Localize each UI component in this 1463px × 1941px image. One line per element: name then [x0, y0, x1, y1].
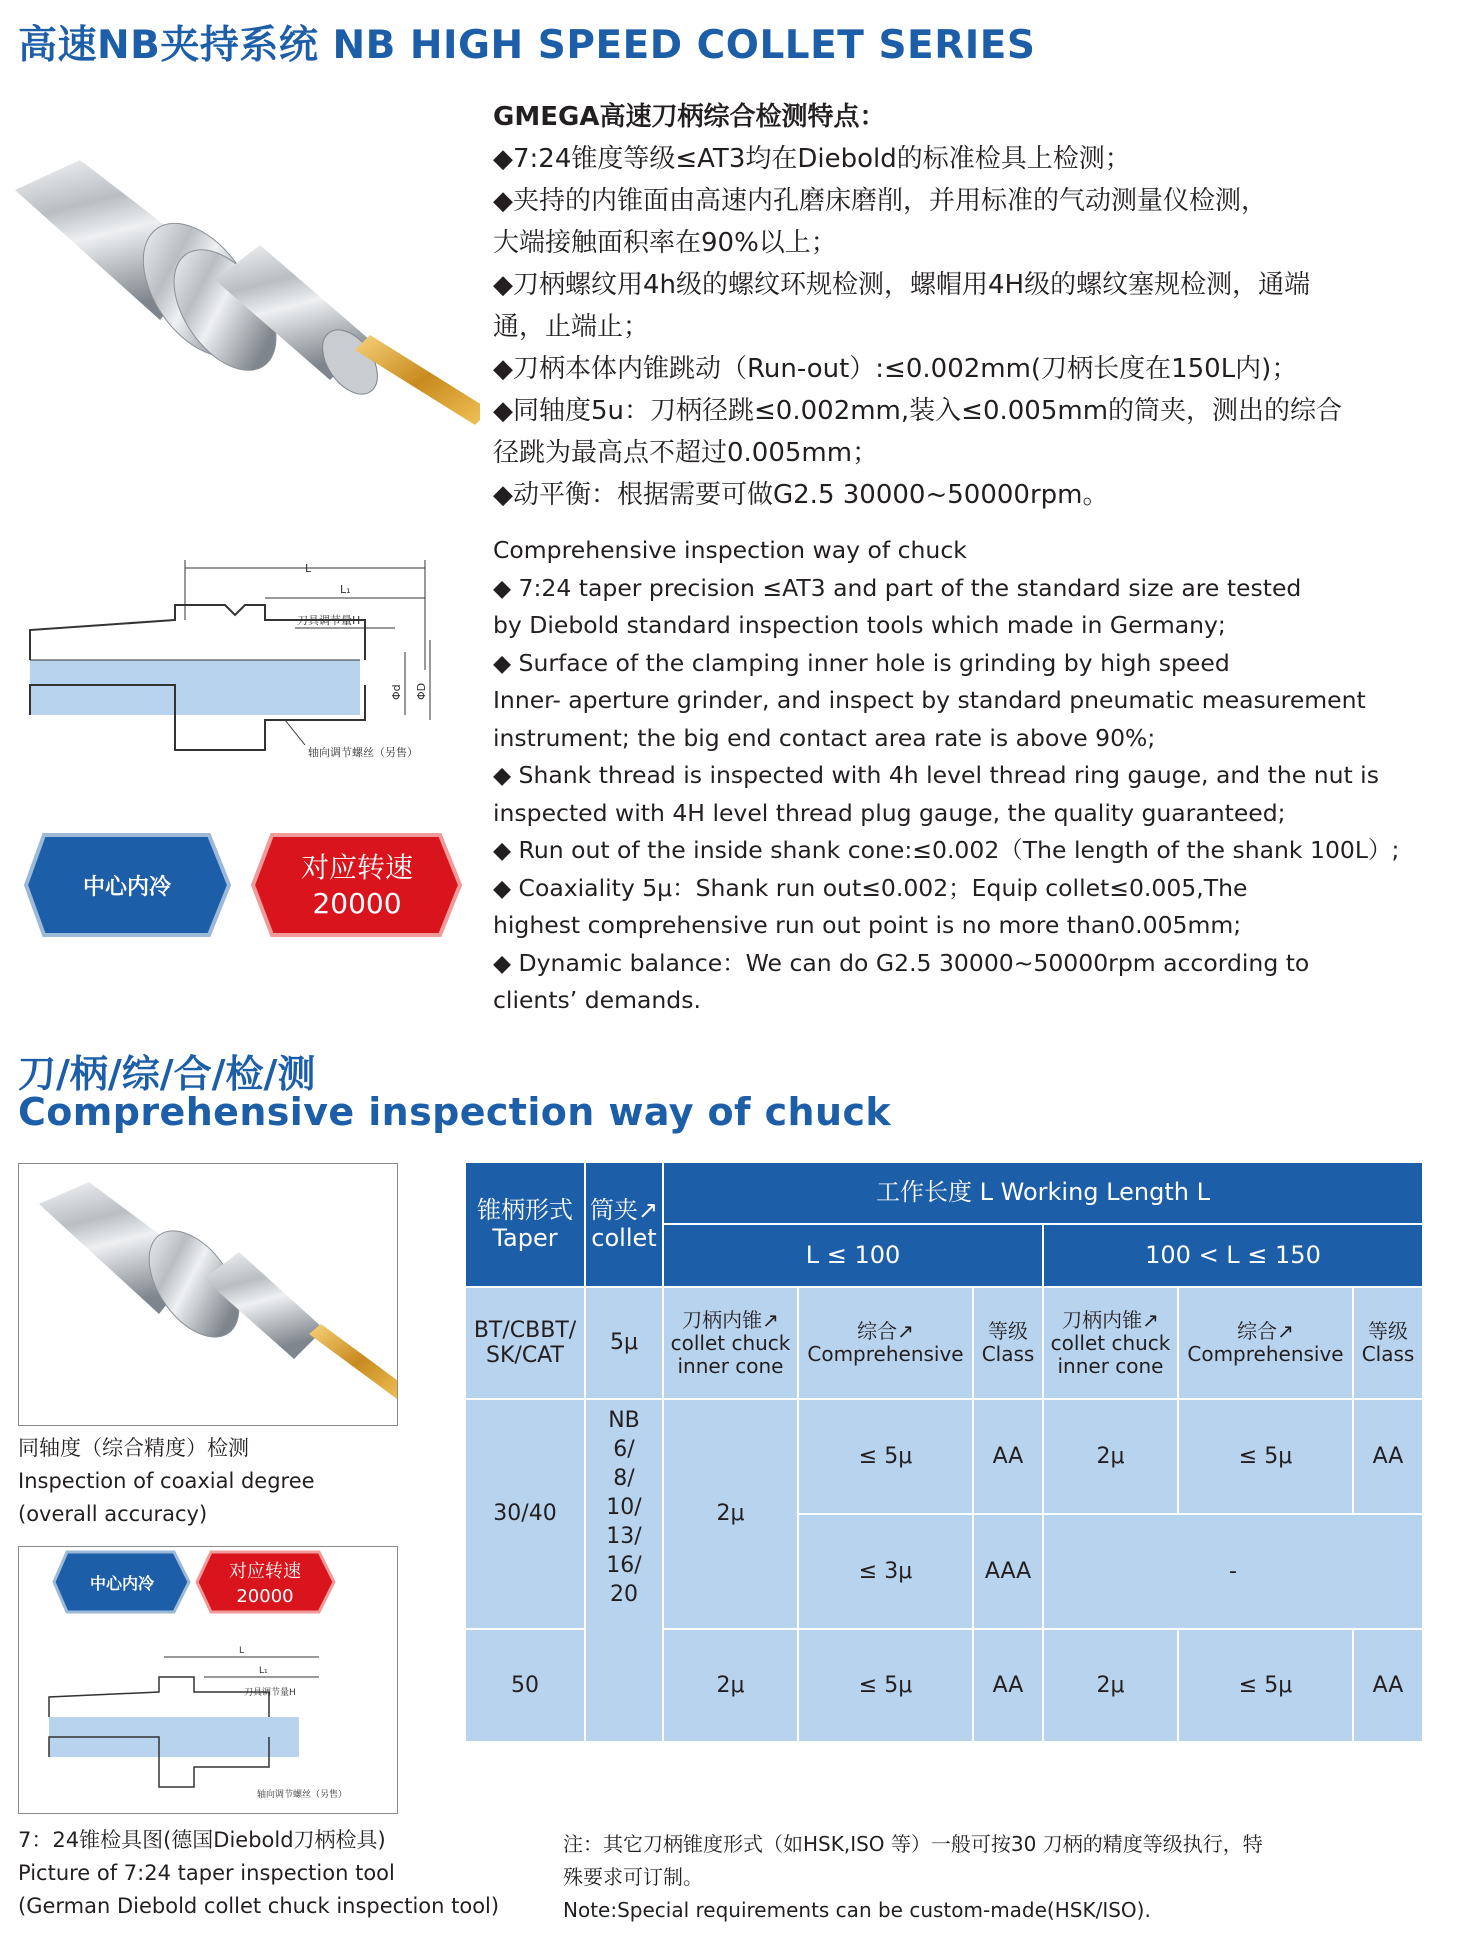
- diagram-label-phi-d: Φd: [390, 684, 403, 700]
- features-en-line: ◆ 7:24 taper precision ≤AT3 and part of the standard size are tested: [493, 573, 1302, 602]
- sub-inner-cn: 刀柄内锥↗: [1062, 1307, 1159, 1332]
- coolant-badge: [24, 830, 234, 940]
- sub-inner-en1: collet chuck: [1050, 1330, 1171, 1355]
- features-en-line: clients’ demands.: [493, 986, 701, 1014]
- small-speed-line1: 对应转速: [229, 1561, 301, 1582]
- caption-img2-line: 7：24锥检具图(德国Diebold刀柄检具): [18, 1828, 386, 1852]
- sub-inner-cn: 刀柄内锥↗: [682, 1307, 779, 1332]
- footnote-line: 注：其它刀柄锥度形式（如HSK,ISO 等）一般可按30 刀柄的精度等级执行，特: [563, 1832, 1263, 1856]
- row1-comp2: ≤ 5μ: [1179, 1400, 1354, 1515]
- sub-inner-en1: collet chuck: [670, 1330, 791, 1355]
- caption-img2: [18, 1824, 499, 1923]
- collet-size: 16/: [606, 1553, 642, 1579]
- features-cn-line: ◆刀柄螺纹用4h级的螺纹环规检测，螺帽用4H级的螺纹塞规检测，通端: [493, 270, 1311, 300]
- diagram-label-L: L: [305, 562, 312, 575]
- sub-class-cn: 等级: [1368, 1319, 1408, 1343]
- features-cn-line: ◆7:24锥度等级≤AT3均在Diebold的标准检具上检测；: [493, 144, 1131, 174]
- row1-class1: AA: [974, 1400, 1044, 1515]
- features-en-line: ◆ Run out of the inside shank cone:≤0.002（The length of the shank 100L）;: [493, 836, 1400, 864]
- page-title: 高速NB夹持系统 NB HIGH SPEED COLLET SERIES: [18, 23, 1036, 68]
- section-title-cn: 刀/柄/综/合/检/测: [18, 1052, 316, 1096]
- taper-30-40: 30/40: [466, 1400, 586, 1630]
- caption-img1-line: (overall accuracy): [18, 1502, 208, 1526]
- diagram-label-L1: L₁: [340, 583, 351, 596]
- features-cn-line: ◆同轴度5u：刀柄径跳≤0.002mm,装入≤0.005mm的筒夹，测出的综合: [493, 396, 1343, 426]
- sub-inner-1: [664, 1288, 799, 1400]
- caption-img1-line: Inspection of coaxial degree: [18, 1469, 315, 1493]
- caption-img2-line: Picture of 7:24 taper inspection tool: [18, 1861, 395, 1885]
- features-cn-line: 大端接触面积率在90%以上；: [493, 228, 837, 258]
- header-collet: [586, 1163, 664, 1288]
- speed-badge-line1: 对应转速: [300, 851, 414, 884]
- features-en-line: inspected with 4H level thread plug gauge, the quality guaranteed;: [493, 798, 1286, 827]
- row1-class2: AA: [1354, 1400, 1424, 1515]
- taper-50: 50: [466, 1630, 586, 1743]
- section-title-en: Comprehensive inspection way of chuck: [18, 1090, 892, 1134]
- collet-size: 13/: [606, 1524, 642, 1550]
- row1-comp1: ≤ 5μ: [799, 1400, 974, 1515]
- small-label-L: L: [239, 1646, 245, 1656]
- small-coolant-badge-label: 中心内冷: [89, 1574, 155, 1593]
- header-taper-en: Taper: [492, 1223, 558, 1252]
- row2-class1: AAA: [974, 1515, 1044, 1630]
- sub-inner-2: [1044, 1288, 1179, 1400]
- small-label-adjust: 刀具调节量H: [244, 1688, 296, 1698]
- row1-inner2: 2μ: [1044, 1400, 1179, 1515]
- collet-sizes: [586, 1400, 664, 1743]
- features-en-line: ◆ Dynamic balance：We can do G2.5 30000~50000rpm according to: [493, 948, 1310, 977]
- sub-class-en: Class: [1361, 1342, 1415, 1366]
- sub-class-1: [974, 1288, 1044, 1400]
- row3-comp1: ≤ 5μ: [799, 1630, 974, 1743]
- diagram-label-phi-D: ΦD: [415, 682, 428, 700]
- collet-size: 10/: [606, 1495, 642, 1521]
- sub-comp-en: Comprehensive: [1187, 1342, 1344, 1366]
- header-collet-cn: 筒夹↗: [589, 1195, 659, 1224]
- header-collet-en: collet: [591, 1223, 657, 1252]
- row3-inner2: 2μ: [1044, 1630, 1179, 1743]
- features-en-line: ◆ Surface of the clamping inner hole is grinding by high speed: [493, 648, 1230, 677]
- header-range-2: 100 < L ≤ 150: [1044, 1225, 1424, 1288]
- collet-grade: 5μ: [586, 1288, 664, 1400]
- sub-class-cn: 等级: [988, 1319, 1028, 1343]
- features-en-line: Comprehensive inspection way of chuck: [493, 536, 967, 564]
- features-cn-line: 通，止端止；: [493, 312, 650, 342]
- small-label-L1: L₁: [259, 1666, 268, 1676]
- features-cn-heading: GMEGA高速刀柄综合检测特点：: [493, 102, 886, 132]
- sub-inner-en2: inner cone: [1057, 1353, 1164, 1378]
- collet-size: 6/: [613, 1437, 635, 1463]
- taper-inspection-image: [18, 1546, 398, 1814]
- footnote-line: 殊要求可订制。: [563, 1865, 703, 1889]
- features-en-line: Inner- aperture grinder, and inspect by standard pneumatic measurement: [493, 686, 1366, 714]
- inspection-spec-table: [466, 1163, 1424, 1743]
- row2-dash: -: [1044, 1515, 1424, 1630]
- speed-badge-line2: 20000: [312, 887, 402, 920]
- header-working-length: 工作长度 L Working Length L: [664, 1163, 1424, 1225]
- features-cn-line: ◆动平衡：根据需要可做G2.5 30000~50000rpm。: [493, 480, 1109, 510]
- caption-img2-line: (German Diebold collet chuck inspection tool): [18, 1894, 500, 1918]
- features-en: [493, 532, 1443, 1020]
- sub-comp-2: [1179, 1288, 1354, 1400]
- row2-comp1: ≤ 3μ: [799, 1515, 974, 1630]
- features-en-line: highest comprehensive run out point is no more than0.005mm;: [493, 911, 1242, 939]
- features-cn-line: ◆夹持的内锥面由高速内孔磨床磨削，并用标准的气动测量仪检测，: [493, 186, 1267, 216]
- features-en-line: ◆ Coaxiality 5μ：Shank run out≤0.002；Equip collet≤0.005,The: [493, 873, 1248, 902]
- sub-class-en: Class: [981, 1342, 1035, 1366]
- tool-holder-image: [10, 150, 480, 450]
- row1-inner: 2μ: [664, 1400, 799, 1630]
- header-taper: [466, 1163, 586, 1288]
- coaxial-inspection-image: [18, 1163, 398, 1426]
- sub-comp-1: [799, 1288, 974, 1400]
- collet-size: 8/: [613, 1466, 635, 1492]
- features-cn: [493, 96, 1443, 516]
- row3-comp2: ≤ 5μ: [1179, 1630, 1354, 1743]
- features-en-line: ◆ Shank thread is inspected with 4h level thread ring gauge, and the nut is: [493, 761, 1379, 789]
- caption-img1-line: 同轴度（综合精度）检测: [18, 1436, 249, 1460]
- header-taper-cn: 锥柄形式: [477, 1195, 573, 1224]
- inspection-drawing-small: [19, 1547, 397, 1813]
- features-cn-line: 径跳为最高点不超过0.005mm；: [493, 438, 879, 468]
- footnote-line: Note:Special requirements can be custom-made(HSK/ISO).: [563, 1898, 1151, 1922]
- coolant-badge-label: 中心内冷: [82, 875, 172, 900]
- sub-comp-en: Comprehensive: [807, 1342, 964, 1366]
- diagram-label-adjust: 刀具调节量H: [297, 614, 361, 627]
- caption-img1: [18, 1432, 315, 1531]
- small-speed-line2: 20000: [236, 1586, 294, 1607]
- collet-size: NB: [608, 1408, 640, 1433]
- collet-size: 20: [610, 1582, 638, 1608]
- sub-comp-cn: 综合↗: [857, 1319, 914, 1343]
- header-range-1: L ≤ 100: [664, 1225, 1044, 1288]
- features-en-line: by Diebold standard inspection tools which made in Germany;: [493, 611, 1226, 639]
- features-en-line: instrument; the big end contact area rate is above 90%;: [493, 723, 1156, 752]
- diagram-label-axial-screw: 轴向调节螺丝（另售）: [308, 746, 418, 759]
- taper-types: BT/CBBT/ SK/CAT: [466, 1288, 586, 1400]
- small-label-axial-screw: 轴向调节螺丝（另售）: [257, 1790, 348, 1800]
- row3-inner: 2μ: [664, 1630, 799, 1743]
- row3-class2: AA: [1354, 1630, 1424, 1743]
- features-cn-line: ◆刀柄本体内锥跳动（Run-out）:≤0.002mm(刀柄长度在150L内)；: [493, 354, 1298, 384]
- row3-class1: AA: [974, 1630, 1044, 1743]
- sub-inner-en2: inner cone: [677, 1353, 784, 1378]
- speed-badge: [250, 830, 465, 940]
- sub-class-2: [1354, 1288, 1424, 1400]
- tool-holder-image-small: [19, 1164, 397, 1425]
- sub-comp-cn: 综合↗: [1237, 1319, 1294, 1343]
- technical-drawing: [25, 560, 465, 770]
- footnote: [563, 1828, 1443, 1927]
